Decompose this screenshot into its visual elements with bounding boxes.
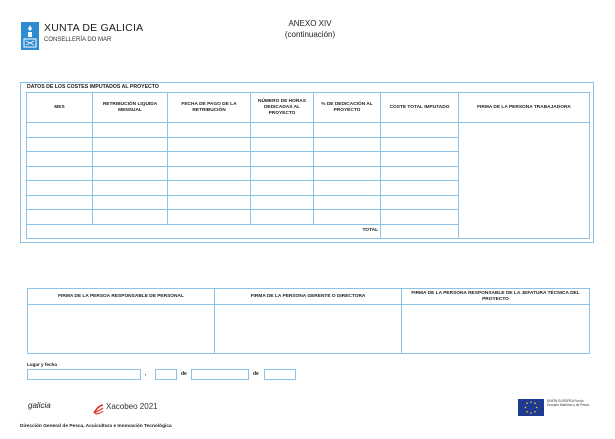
comma-separator: , [145, 371, 147, 377]
dedication-cell[interactable] [314, 137, 381, 152]
total-cost-cell[interactable] [381, 166, 459, 181]
hours-cell[interactable] [251, 137, 314, 152]
department-footer: Dirección General de Pesca, Acuicultura e Innovación Tecnológica [20, 424, 172, 429]
de-separator-1: de [181, 371, 187, 377]
dedication-cell[interactable] [314, 181, 381, 196]
table-row [27, 123, 590, 138]
payment-date-cell[interactable] [168, 181, 251, 196]
net-salary-cell[interactable] [93, 181, 168, 196]
total-cost-cell[interactable] [381, 181, 459, 196]
net-salary-cell[interactable] [93, 195, 168, 210]
column-header-hours: NÚMERO DE HORAS DEDICADAS AL PROYECTO [251, 93, 314, 123]
total-cost-cell[interactable] [381, 210, 459, 225]
payment-date-cell[interactable] [168, 166, 251, 181]
costs-table-header-row [27, 93, 590, 123]
hours-cell[interactable] [251, 210, 314, 225]
signatures-header-row [28, 289, 590, 305]
xunta-logo-icon [21, 22, 39, 50]
month-cell[interactable] [27, 210, 93, 225]
hours-cell[interactable] [251, 181, 314, 196]
column-header-payment-date: FECHA DE PAGO DE LA RETRIBUCIÓN [168, 93, 251, 123]
payment-date-cell[interactable] [168, 195, 251, 210]
signature-header-technical-lead: FIRMA DE LA PERSONA RESPONSABLE DE LA JEFATURA TÉCNICA DEL PROYECTO [402, 289, 590, 305]
hours-cell[interactable] [251, 123, 314, 138]
payment-date-cell[interactable] [168, 210, 251, 225]
signatures-table [27, 288, 590, 354]
month-cell[interactable] [27, 152, 93, 167]
month-cell[interactable] [27, 123, 93, 138]
total-cost-cell[interactable] [381, 152, 459, 167]
signature-header-personnel: FIRMA DE LA PERSOA RESPONSABLE DE PERSONAL [28, 289, 215, 305]
total-cost-cell[interactable] [381, 195, 459, 210]
costs-section-title: DATOS DE LOS COSTES IMPUTADOS AL PROYECTO [27, 84, 159, 90]
place-date-label: Lugar y fecha [27, 362, 57, 367]
month-cell[interactable] [27, 195, 93, 210]
column-header-total-cost: COSTE TOTAL IMPUTADO [381, 93, 459, 123]
net-salary-cell[interactable] [93, 166, 168, 181]
galicia-logo: galicia [28, 401, 51, 410]
org-subtitle: CONSELLERÍA DO MAR [44, 37, 112, 43]
total-cost-cell[interactable] [381, 123, 459, 138]
xacobeo-logo-text: Xacobeo 2021 [106, 402, 158, 411]
dedication-cell[interactable] [314, 195, 381, 210]
hours-cell[interactable] [251, 152, 314, 167]
annex-subtitle: (continuación) [284, 30, 336, 39]
payment-date-cell[interactable] [168, 123, 251, 138]
signature-area-personnel[interactable] [28, 305, 215, 354]
dedication-cell[interactable] [314, 210, 381, 225]
net-salary-cell[interactable] [93, 123, 168, 138]
total-label: TOTAL [27, 224, 381, 239]
dedication-cell[interactable] [314, 166, 381, 181]
dedication-cell[interactable] [314, 123, 381, 138]
signature-header-manager: FIRMA DE LA PERSONA GERENTE O DIRECTORA [215, 289, 402, 305]
payment-date-cell[interactable] [168, 152, 251, 167]
year-field[interactable] [264, 369, 296, 380]
month-cell[interactable] [27, 137, 93, 152]
month-cell[interactable] [27, 181, 93, 196]
hours-cell[interactable] [251, 195, 314, 210]
net-salary-cell[interactable] [93, 210, 168, 225]
hours-cell[interactable] [251, 166, 314, 181]
org-name: XUNTA DE GALICIA [44, 22, 144, 34]
total-cost-sum-cell[interactable] [381, 224, 459, 239]
month-field[interactable] [191, 369, 249, 380]
column-header-net-salary: RETRIBUCIÓN LIQUIDA MENSUAL [93, 93, 168, 123]
month-cell[interactable] [27, 166, 93, 181]
signature-area-technical-lead[interactable] [402, 305, 590, 354]
eu-flag-icon [518, 399, 544, 416]
net-salary-cell[interactable] [93, 137, 168, 152]
annex-title: ANEXO XIV [288, 19, 332, 28]
payment-date-cell[interactable] [168, 137, 251, 152]
eu-fund-text: UNIÓN EUROPEA Fondo Europeo Marítimo y de Pesca [547, 399, 589, 407]
worker-signature-area[interactable] [459, 123, 590, 239]
column-header-worker-signature: FIRMA DE LA PERSONA TRABAJADORA [459, 93, 590, 123]
place-field[interactable] [27, 369, 141, 380]
total-cost-cell[interactable] [381, 137, 459, 152]
dedication-cell[interactable] [314, 152, 381, 167]
xacobeo-icon [93, 402, 104, 420]
costs-table [26, 92, 590, 239]
column-header-month: MES [27, 93, 93, 123]
signatures-row [28, 305, 590, 354]
column-header-dedication-percent: % DE DEDICACIÓN AL PROYECTO [314, 93, 381, 123]
de-separator-2: de [253, 371, 259, 377]
signature-area-manager[interactable] [215, 305, 402, 354]
net-salary-cell[interactable] [93, 152, 168, 167]
day-field[interactable] [155, 369, 177, 380]
